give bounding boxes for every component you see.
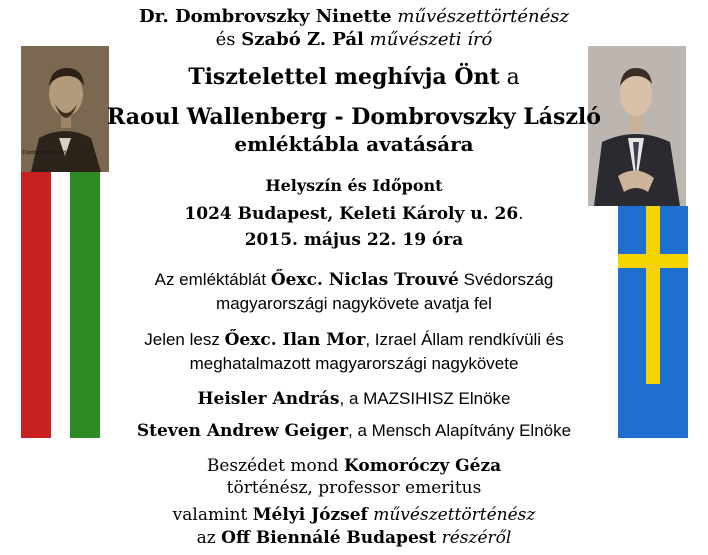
speech-line-2: történész, professor emeritus: [226, 478, 482, 498]
host2-role: művészeti író: [369, 29, 493, 50]
speech-line3-name: Mélyi József: [252, 505, 368, 525]
speaker-2-line-2: meghatalmazott magyarországi nagykövete: [189, 354, 519, 373]
speaker-4-name: Steven Andrew Geiger: [136, 421, 349, 441]
speaker-1-post: Svédország: [463, 270, 554, 289]
speech-line-1: [0, 456, 708, 476]
venue-address-line: [0, 204, 708, 224]
speaker-1-name: Őexc. Niclas Trouvé: [270, 270, 459, 290]
speaker-1-line-1: [0, 270, 708, 290]
host1-role: művészettörténész: [397, 6, 569, 27]
host-line-2: [0, 29, 708, 50]
speech-line4-post: részéről: [441, 528, 512, 548]
speaker-2-name: Őexc. Ilan Mor: [224, 330, 366, 350]
speech-pre: Beszédet mond: [206, 456, 339, 476]
speech-line4-name: Off Biennálé Budapest: [221, 528, 437, 548]
speaker-2-post: , Izrael Állam rendkívüli és: [365, 330, 564, 349]
speech-line3-role: művészettörténész: [373, 505, 536, 525]
venue-address-dot: .: [518, 204, 524, 224]
speech-line-3: [0, 505, 708, 525]
venue-datetime: 2015. május 22. 19 óra: [244, 230, 464, 250]
venue-heading: Helyszín és Időpont: [265, 176, 443, 195]
speaker-2-line-1: [0, 330, 708, 350]
speech-line3-pre: valamint: [172, 505, 248, 525]
speaker-1-pre: Az emléktáblát: [154, 270, 267, 289]
speech-line4-pre: az: [196, 528, 216, 548]
host1-name: Dr. Dombrovszky Ninette: [139, 6, 392, 27]
se-flag-cross-horizontal: [618, 254, 688, 268]
speaker-3-name: Heisler András: [197, 389, 340, 409]
host-conj: és: [215, 29, 236, 50]
speech-name: Komoróczy Géza: [343, 456, 502, 476]
speaker-3-post: , a MAZSIHISZ Elnöke: [339, 389, 511, 408]
speaker-3-line: [0, 389, 708, 409]
invite-line-1: [0, 64, 708, 90]
invite-title: Tisztelettel meghívja Önt: [188, 64, 500, 90]
host-line-1: [0, 6, 708, 27]
speaker-4-line: [0, 421, 708, 441]
speaker-2-pre: Jelen lesz: [144, 330, 220, 349]
venue-address: 1024 Budapest, Keleti Károly u. 26: [184, 204, 519, 224]
portrait-left-caption: Dombrovszky László: [23, 150, 70, 156]
invite-title-rest: a: [506, 65, 520, 90]
invite-line-3: emléktábla avatására: [234, 132, 474, 156]
speech-line-4: [0, 528, 708, 548]
host2-name: Szabó Z. Pál: [241, 29, 364, 50]
invite-line-2: Raoul Wallenberg - Dombrovszky László: [107, 104, 601, 130]
speaker-1-line-2: magyarországi nagykövete avatja fel: [216, 294, 492, 313]
speaker-4-post: , a Mensch Alapítvány Elnöke: [348, 421, 572, 440]
